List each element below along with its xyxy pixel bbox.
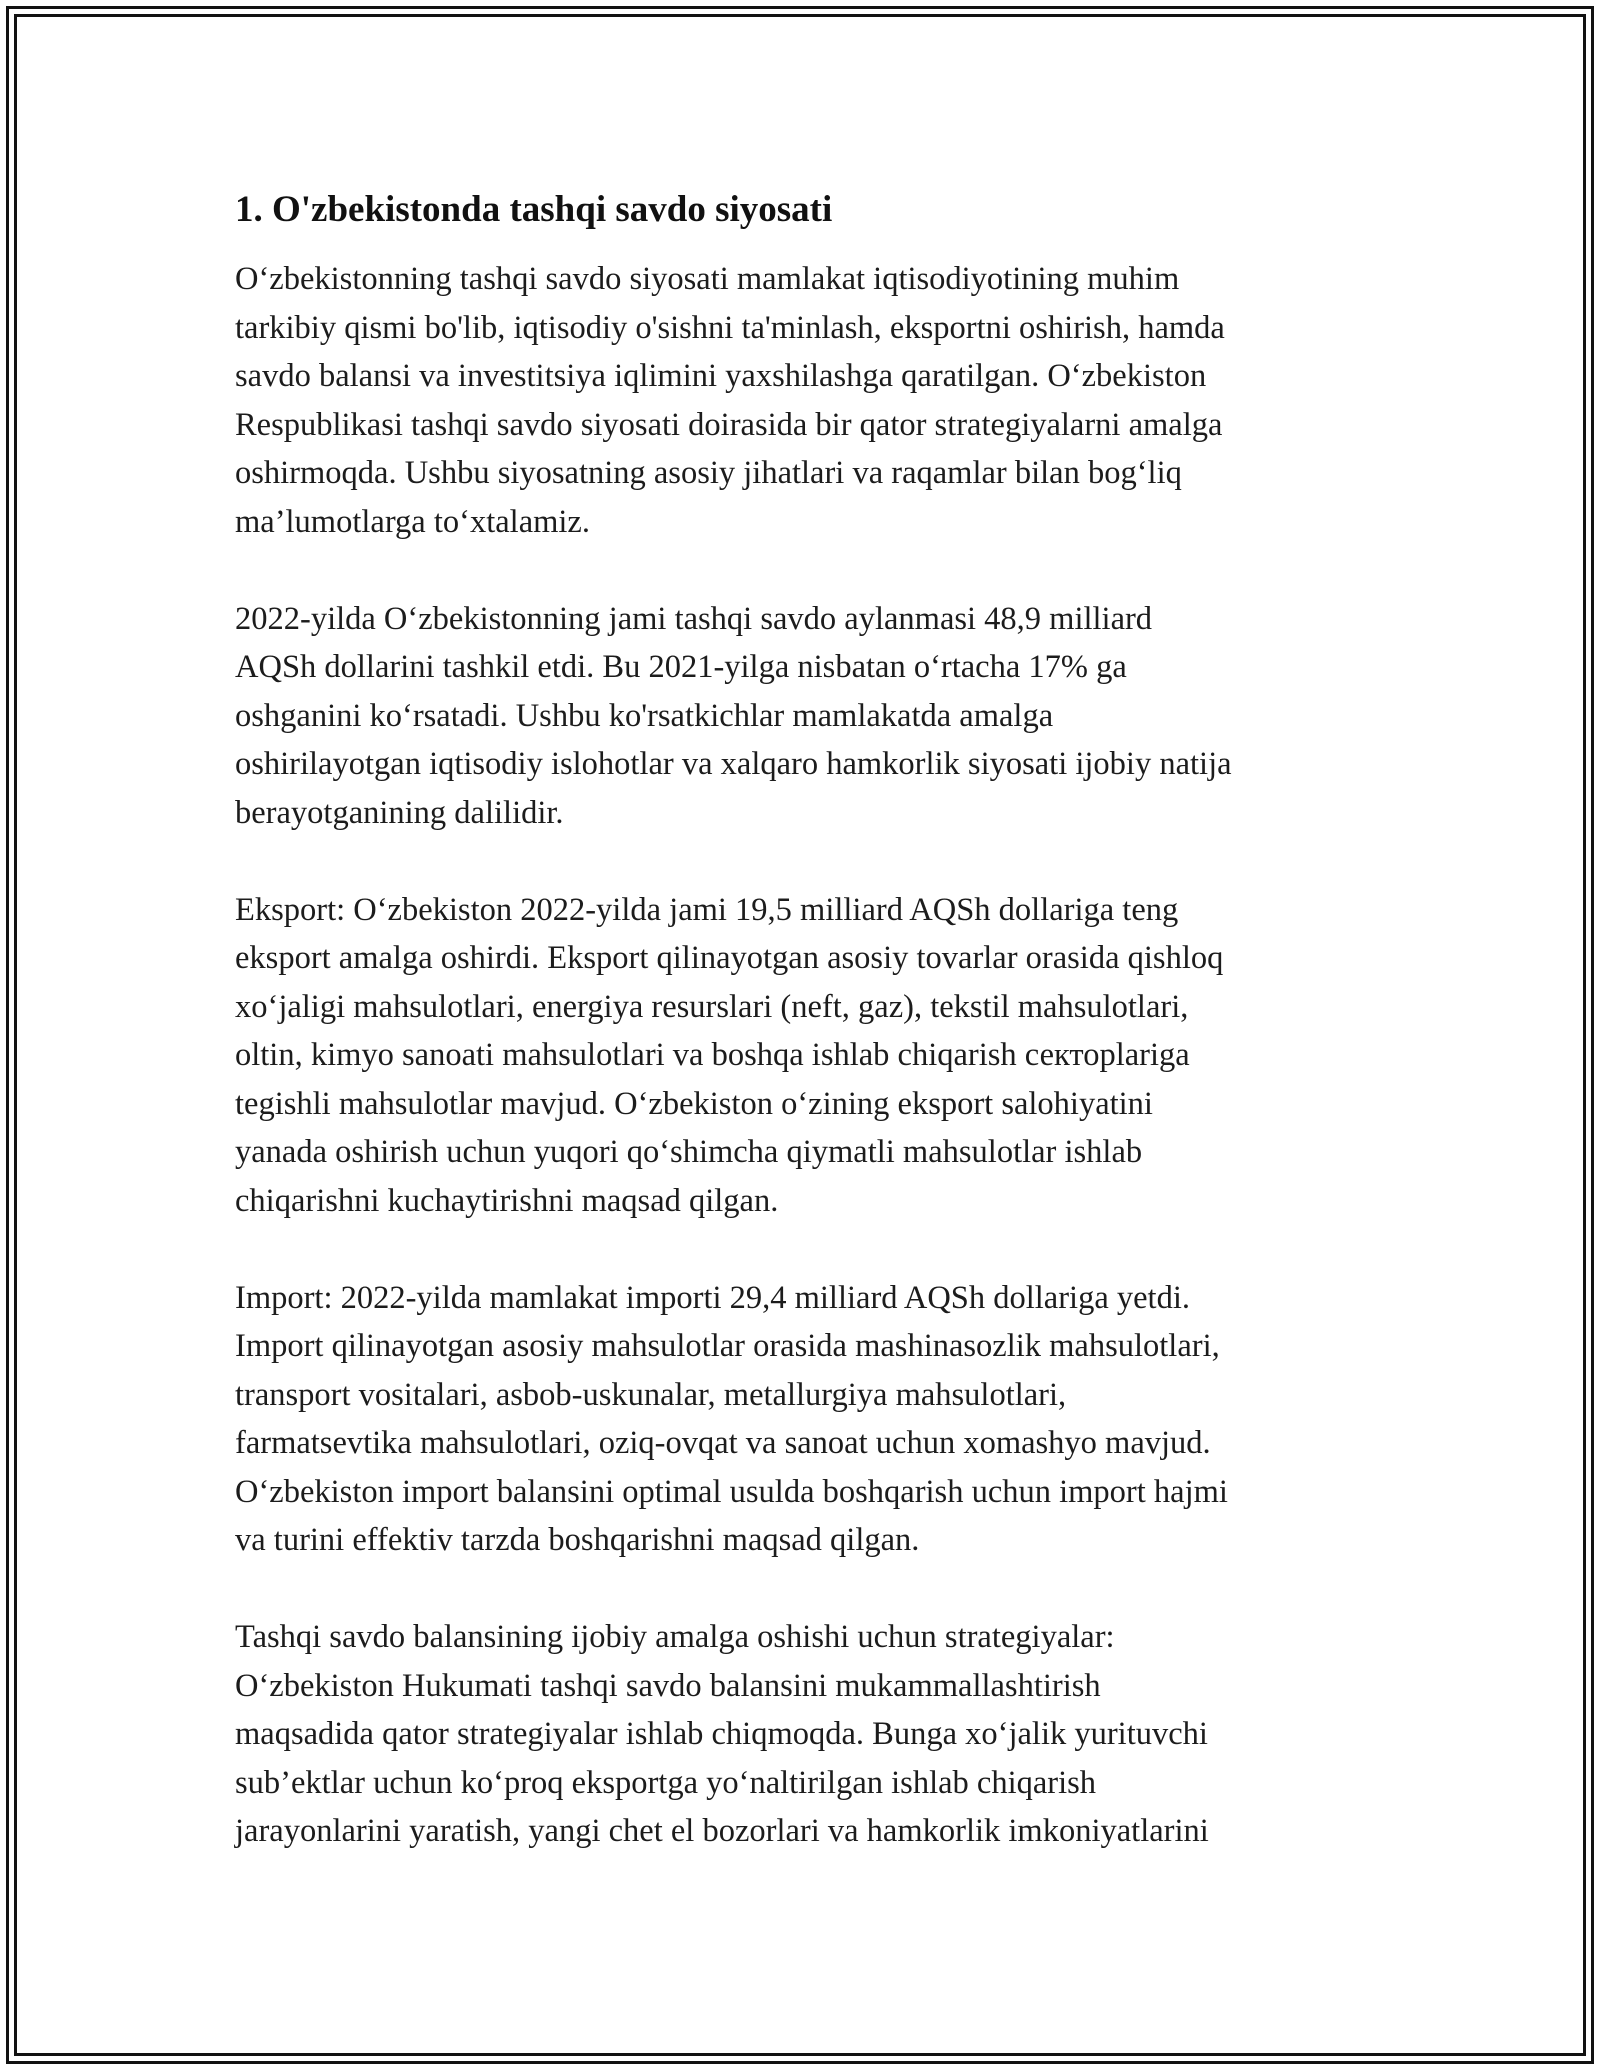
paragraph-import: Import: 2022-yilda mamlakat importi 29,4 milliard AQSh dollariga yetdi. Import qilinayotgan asosiy mahsulotlar orasida mashinasozlik mahsulotlari, transport vositalari, asbob-uskunalar, metallurgiya mahsulotlari, farmatsevtika mahsulotlari, oziq-ovqat va sanoat uchun xomashyo mavjud. O‘zbekiston import balansini optimal usulda boshqarish uchun import hajmi va turini effektiv tarzda boshqarishni maqsad qilgan. [235,1279,1228,1558]
paragraph-export: Eksport: O‘zbekiston 2022-yilda jami 19,5 milliard AQSh dollariga teng eksport amalga oshirdi. Eksport qilinayotgan asosiy tovarlar orasida qishloq xo‘jaligi mahsulotlari, energiya resurslari (neft, gaz), tekstil mahsulotlari, oltin, kimyo sanoati mahsulotlari va boshqa ishlab chiqarish секторlariga tegishli mahsulotlar mavjud. O‘zbekiston o‘zining eksport salohiyatini yanada oshirish uchun yuqori qo‘shimcha qiymatli mahsulotlar ishlab chiqarishni kuchaytirishni maqsad qilgan. [235,891,1224,1219]
section-heading: 1. O'zbekistonda tashqi savdo siyosati [235,189,833,230]
paragraph-intro: O‘zbekistonning tashqi savdo siyosati mamlakat iqtisodiyotining muhim tarkibiy qismi bo'lib, iqtisodiy o'sishni ta'minlash, eksportni oshirish, hamda savdo balansi va investitsiya iqlimini yaxshilashga qaratilgan. O‘zbekiston Respublikasi tashqi savdo siyosati doirasida bir qator strategiyalarni amalga oshirmoqda. Ushbu siyosatning asosiy jihatlari va raqamlar bilan bog‘liq ma’lumotlarga to‘xtalamiz. [235,261,1225,540]
paragraph-trade-turnover: 2022-yilda O‘zbekistonning jami tashqi savdo aylanmasi 48,9 milliard AQSh dollarini tashkil etdi. Bu 2021-yilga nisbatan o‘rtacha 17% ga oshganini ko‘rsatadi. Ushbu ko'rsatkichlar mamlakatda amalga oshirilayotgan iqtisodiy islohotlar va xalqaro hamkorlik siyosati ijobiy natija berayotganining dalilidir. [235,600,1232,831]
paragraph-strategies: Tashqi savdo balansining ijobiy amalga oshishi uchun strategiyalar: O‘zbekiston Hukumati tashqi savdo balansini mukammallashtirish maqsadida qator strategiyalar ishlab chiqmoqda. Bunga xo‘jalik yurituvchi sub’ektlar uchun ko‘proq eksportga yo‘naltirilgan ishlab chiqarish jarayonlarini yaratish, yangi chet el bozorlari va hamkorlik imkoniyatlarini [235,1619,1209,1849]
document-body [235,185,1370,1904]
